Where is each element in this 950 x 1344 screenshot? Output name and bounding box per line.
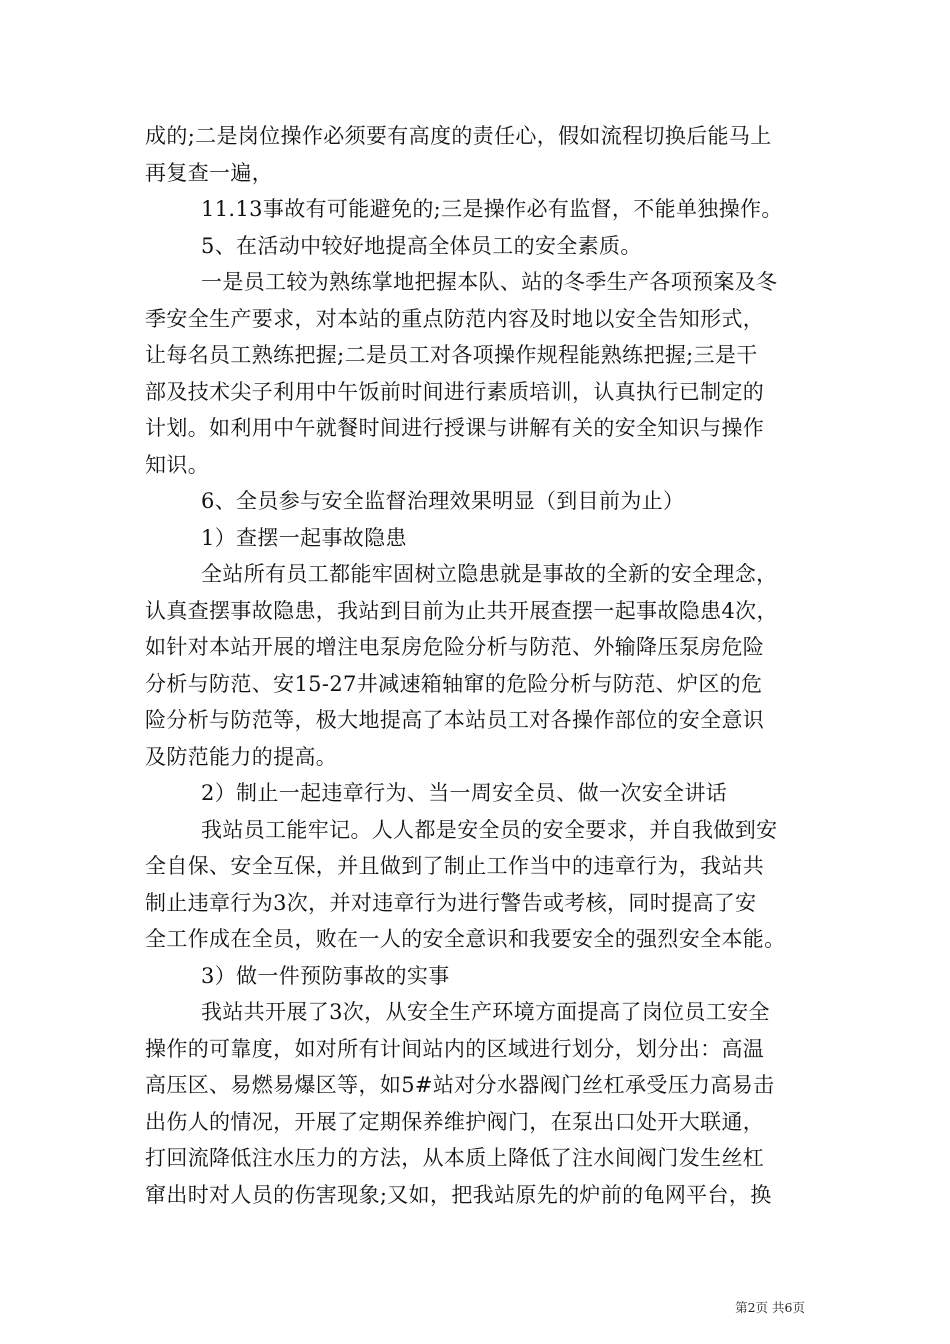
text-line: 6、全员参与安全监督治理效果明显（到目前为止）: [201, 489, 685, 513]
text-line: 全工作成在全员，败在一人的安全意识和我要安全的强烈安全本能。: [145, 927, 786, 951]
text-line: 及防范能力的提高。: [145, 744, 338, 769]
text-line: 分析与防范、安15-27井减速箱轴窜的危险分析与防范、炉区的危: [145, 671, 763, 696]
text-line: 全自保、安全互保，并且做到了制止工作当中的违章行为，我站共: [145, 854, 765, 878]
text-line: 高压区、易燃易爆区等，如5#站对分水器阀门丝杠承受压力高易击: [145, 1073, 775, 1097]
text-line: 如针对本站开展的增注电泵房危险分析与防范、外输降压泵房危险: [145, 635, 765, 659]
text-line: 认真查摆事故隐患，我站到目前为止共开展查摆一起事故隐患4次，: [145, 598, 778, 623]
text-line: 险分析与防范等，极大地提高了本站员工对各操作部位的安全意识: [145, 708, 765, 732]
text-line: 季安全生产要求，对本站的重点防范内容及时地以安全告知形式，: [145, 306, 765, 331]
page-number: 第2页 共6页: [735, 1300, 805, 1315]
text-line: 出伤人的情况，开展了定期保养维护阀门，在泵出口处开大联通，: [145, 1109, 765, 1134]
text-line: 计划。如利用中午就餐时间进行授课与讲解有关的安全知识与操作: [145, 416, 765, 440]
text-line: 一是员工较为熟练掌地把握本队、站的冬季生产各项预案及冬: [201, 270, 778, 294]
text-line: 1）查摆一起事故隐患: [201, 525, 407, 550]
text-line: 成的;二是岗位操作必须要有高度的责任心，假如流程切换后能马上: [145, 124, 772, 148]
text-line: 再复查一遍，: [145, 160, 274, 185]
text-line: 全站所有员工都能牢固树立隐患就是事故的全新的安全理念，: [201, 562, 778, 586]
text-line: 打回流降低注水压力的方法，从本质上降低了注水间阀门发生丝杠: [145, 1146, 765, 1170]
text-line: 让每名员工熟练把握;二是员工对各项操作规程能熟练把握;三是干: [145, 343, 758, 367]
document-body: [145, 118, 810, 1213]
text-line: 我站员工能牢记。人人都是安全员的安全要求，并自我做到安: [201, 817, 778, 842]
text-line: 制止违章行为3次，并对违章行为进行警告或考核，同时提高了安: [145, 890, 757, 915]
text-line: 3）做一件预防事故的实事: [201, 963, 450, 988]
text-line: 我站共开展了3次，从安全生产环境方面提高了岗位员工安全: [201, 1000, 770, 1024]
text-line: 11.13事故有可能避免的;三是操作必有监督，不能单独操作。: [201, 197, 783, 221]
text-line: 窜出时对人员的伤害现象;又如，把我站原先的炉前的龟网平台，换: [145, 1182, 772, 1207]
text-line: 知识。: [145, 452, 210, 477]
text-line: 部及技术尖子利用中午饭前时间进行素质培训，认真执行已制定的: [145, 379, 765, 404]
text-line: 操作的可靠度，如对所有计间站内的区域进行划分，划分出：高温: [145, 1036, 765, 1061]
text-line: 5、在活动中较好地提高全体员工的安全素质。: [201, 233, 642, 258]
text-line: 2）制止一起违章行为、当一周安全员、做一次安全讲话: [201, 781, 728, 805]
